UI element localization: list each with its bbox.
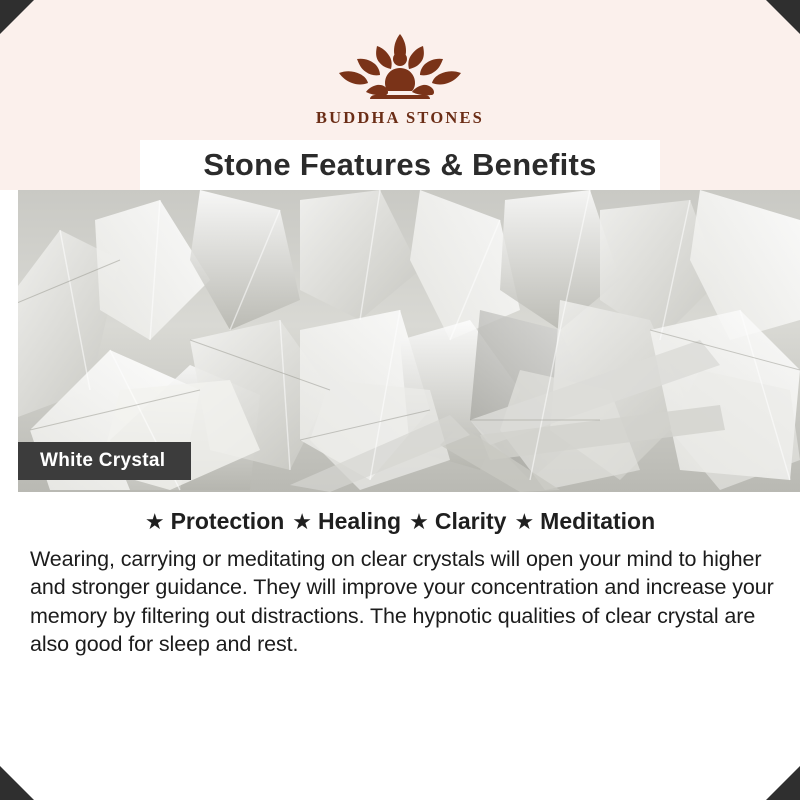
lotus-meditation-figure-icon: [315, 26, 485, 104]
list-item: [145, 508, 284, 535]
hero-image: [0, 190, 800, 492]
brand-logo: [315, 26, 485, 128]
corner-decoration-bottom-right: [766, 766, 800, 800]
corner-decoration-top-right: [766, 0, 800, 34]
list-item: [409, 508, 506, 535]
brand-name: BUDDHA STONES: [315, 108, 485, 127]
stone-name-badge: White Crystal: [18, 442, 191, 480]
star-icon: ★: [514, 508, 535, 534]
benefit-label: Clarity: [434, 508, 507, 534]
star-icon: ★: [144, 508, 165, 534]
star-icon: ★: [409, 508, 429, 534]
list-item: [292, 508, 401, 535]
header-banner: [0, 0, 800, 190]
benefit-label: Protection: [170, 508, 285, 534]
star-icon: ★: [292, 508, 313, 534]
corner-decoration-top-left: [0, 0, 34, 34]
benefit-label: Healing: [318, 508, 402, 534]
page-title: Stone Features & Benefits: [203, 147, 597, 182]
corner-decoration-bottom-left: [0, 766, 34, 800]
description-text: Wearing, carrying or meditating on clear crystals will open your mind to higher and stronger guidance. They will improve your concentration and increase your memory by filtering out distractions. The hypnotic qualities of clear crystal are also good for sleep and rest.: [30, 547, 774, 657]
hero-left-margin: [0, 190, 18, 492]
list-item: [514, 508, 655, 535]
benefit-label: Meditation: [540, 508, 656, 534]
benefits-list: [0, 492, 800, 539]
title-band: [140, 140, 660, 190]
